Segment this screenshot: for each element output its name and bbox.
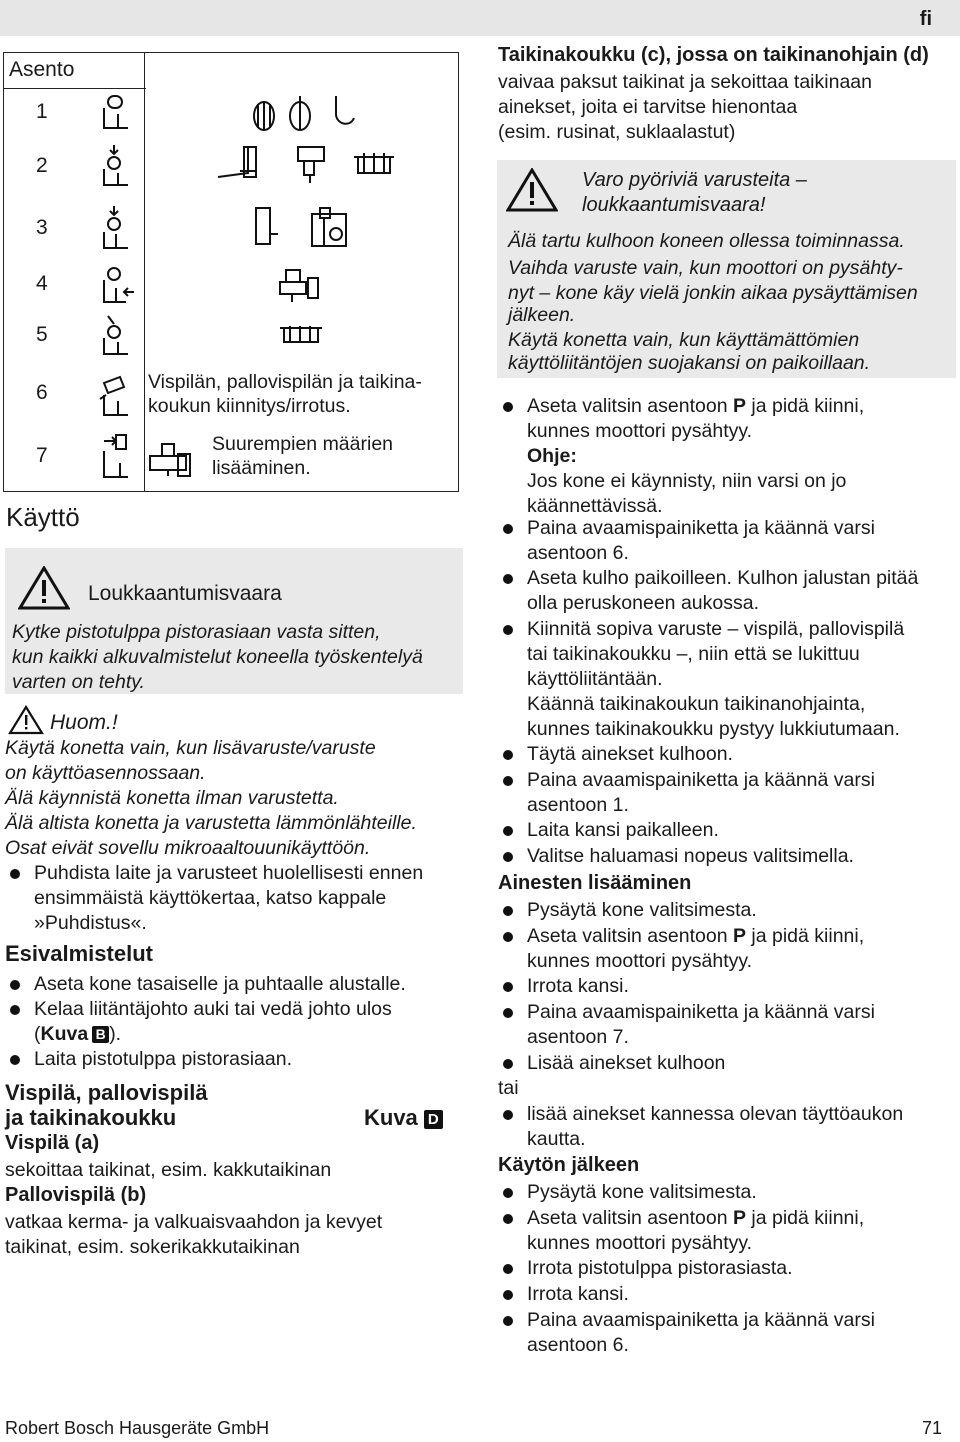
row-number: 5 — [36, 323, 48, 346]
bullet-text: Lisää ainekset kulhoon — [527, 1052, 726, 1074]
paragraph: (esim. rusinat, suklaalastut) — [498, 121, 736, 143]
bullet-dot — [503, 826, 513, 836]
arm-position-icon — [94, 264, 140, 308]
warning-text-line: käyttöliitäntöjen suojakansi on paikoillaan. — [508, 352, 871, 374]
bullet-text: Kiinnitä sopiva varuste – vispilä, pallovispilä — [527, 618, 905, 640]
paragraph: sekoittaa taikinat, esim. kakkutaikinan — [5, 1159, 332, 1181]
bullet-text: tai taikinakoukku –, niin että se lukittuu — [527, 643, 860, 665]
bullet-text: kunnes moottori pysähtyy. — [527, 420, 753, 442]
bullet-dot — [503, 1214, 513, 1224]
arm-position-icon — [94, 92, 140, 132]
bullet-text: Pysäytä kone valitsimesta. — [527, 1181, 757, 1203]
warning-text-line: Kytke pistotulppa pistorasiaan vasta sitten, — [12, 621, 381, 643]
bullet-text: Aseta valitsin asentoon P ja pidä kiinni, — [527, 1207, 865, 1229]
bullet-dot — [503, 932, 513, 942]
bullet-dot — [503, 982, 513, 992]
row-number: 3 — [36, 216, 48, 239]
bullet-dot — [503, 1264, 513, 1274]
bullet-text: Laita kansi paikalleen. — [527, 819, 719, 841]
warning-title: loukkaantumisvaara! — [582, 194, 766, 216]
figure-letter-badge: D — [424, 1110, 443, 1129]
bullet-text: kunnes moottori pysähtyy. — [527, 950, 753, 972]
warning-triangle-icon — [506, 168, 558, 212]
section-title-vispila: ja taikinakoukku — [5, 1105, 177, 1130]
bullet-dot — [503, 1188, 513, 1198]
bullet-dot — [503, 1316, 513, 1326]
warning-title: Loukkaantumisvaara — [88, 582, 282, 605]
huom-line: Käytä konetta vain, kun lisävaruste/varuste — [5, 737, 376, 759]
bullet-dot — [503, 402, 513, 412]
attachment-icons — [250, 204, 360, 252]
bullet-text: Irrota kansi. — [527, 975, 629, 997]
figure-letter-badge: B — [92, 1026, 109, 1043]
bullet-text: olla peruskoneen aukossa. — [527, 592, 759, 614]
bullet-text: kunnes taikinakoukku pystyy lukkiutumaan. — [527, 718, 900, 740]
subsection-title: Käytön jälkeen — [498, 1154, 640, 1176]
note-label: Ohje: — [527, 445, 577, 467]
fill-opening-icon — [148, 440, 196, 480]
arm-position-icon — [94, 204, 140, 252]
bullet-text: Aseta valitsin asentoon P ja pidä kiinni, — [527, 395, 865, 417]
note-text: Jos kone ei käynnisty, niin varsi on jo — [527, 470, 847, 492]
huom-title: Huom.! — [50, 711, 118, 734]
bullet-text: Aseta kone tasaiselle ja puhtaalle alustalle. — [34, 973, 406, 995]
bullet-text: Täytä ainekset kulhoon. — [527, 743, 733, 765]
bullet-text: Käännä taikinakoukun taikinanohjainta, — [527, 693, 866, 715]
bullet-dot — [503, 524, 513, 534]
warning-text-line: jälkeen. — [508, 304, 576, 326]
row-number: 2 — [36, 154, 48, 177]
huom-line: Älä altista konetta ja varustetta lämmönlähteille. — [5, 812, 417, 834]
bullet-dot — [10, 1005, 20, 1015]
bullet-text: kautta. — [527, 1128, 586, 1150]
bullet-dot — [10, 1055, 20, 1065]
warning-text-line: kun kaikki alkuvalmistelut koneella työskentelyä — [12, 646, 423, 668]
warning-title: Varo pyöriviä varusteita – — [582, 169, 807, 191]
asento-label: Asento — [9, 58, 75, 81]
warning-text-line: Älä tartu kulhoon koneen ollessa toiminnassa. — [508, 230, 905, 252]
arm-position-icon — [94, 433, 140, 483]
warning-triangle-icon — [18, 566, 70, 610]
bullet-text: Laita pistotulppa pistorasiaan. — [34, 1048, 293, 1070]
page-number: 71 — [921, 1418, 942, 1438]
row6-description: Vispilän, pallovispilän ja taikina- koukun kiinnitys/irrotus. — [148, 371, 422, 417]
row-number: 7 — [36, 444, 48, 467]
row7-description: Suurempien määrien lisääminen. — [212, 433, 394, 479]
subsection-title: Pallovispilä (b) — [5, 1184, 147, 1206]
row-number: 1 — [36, 100, 48, 123]
bullet-dot — [10, 869, 20, 879]
warning-text-line: nyt – kone käy vielä jonkin aikaa pysäyttämisen — [508, 282, 918, 304]
bullet-text: Pysäytä kone valitsimesta. — [527, 899, 757, 921]
bullet-text: Puhdista laite ja varusteet huolellisesti ennen — [34, 862, 424, 884]
section-title-kaytto: Käyttö — [6, 502, 80, 532]
paragraph: tai — [498, 1077, 519, 1099]
bullet-dot — [10, 980, 20, 990]
bullet-text: »Puhdistus«. — [34, 912, 147, 934]
bullet-text: asentoon 6. — [527, 542, 629, 564]
warning-text-line: Vaihda varuste vain, kun moottori on pysähty- — [508, 257, 903, 279]
row-number: 4 — [36, 272, 48, 295]
paragraph: ainekset, joita ei tarvitse hienontaa — [498, 96, 798, 118]
bullet-dot — [503, 574, 513, 584]
bullet-text: käyttöliitäntään. — [527, 668, 663, 690]
section-title-vispila: Vispilä, pallovispilä — [5, 1080, 208, 1105]
bullet-text: lisää ainekset kannessa olevan täyttöaukon — [527, 1103, 904, 1125]
bullet-dot — [503, 750, 513, 760]
bullet-text: Irrota pistotulppa pistorasiasta. — [527, 1257, 793, 1279]
whisk-icons — [250, 92, 360, 132]
section-title-esivalmistelut: Esivalmistelut — [5, 941, 153, 966]
warning-text-line: Käytä konetta vain, kun käyttämättömien — [508, 329, 860, 351]
language-code: fi — [919, 8, 932, 30]
subsection-title: Vispilä (a) — [5, 1132, 100, 1154]
bullet-text: Aseta kulho paikoilleen. Kulhon jalustan pitää — [527, 567, 919, 589]
bullet-text: Aseta valitsin asentoon P ja pidä kiinni, — [527, 925, 865, 947]
position-table — [3, 52, 459, 492]
bullet-text: kunnes moottori pysähtyy. — [527, 1232, 753, 1254]
warning-triangle-icon — [8, 705, 44, 735]
huom-line: on käyttöasennossaan. — [5, 762, 206, 784]
row-number: 6 — [36, 381, 48, 404]
bullet-dot — [503, 1008, 513, 1018]
bullet-text: Paina avaamispainiketta ja käännä varsi — [527, 769, 875, 791]
bullet-dot — [503, 1110, 513, 1120]
bullet-text: Paina avaamispainiketta ja käännä varsi — [527, 1001, 875, 1023]
huom-line: Älä käynnistä konetta ilman varustetta. — [5, 787, 339, 809]
bullet-dot — [503, 625, 513, 635]
figure-reference: Kuva D — [364, 1105, 443, 1131]
arm-position-icon — [94, 143, 140, 189]
bullet-dot — [503, 852, 513, 862]
footer-company: Robert Bosch Hausgeräte GmbH — [5, 1418, 270, 1438]
paragraph: vaivaa paksut taikinat ja sekoittaa taikinaan — [498, 71, 872, 93]
bullet-text: Irrota kansi. — [527, 1283, 629, 1305]
bullet-dot — [503, 906, 513, 916]
subsection-title: Ainesten lisääminen — [498, 872, 692, 894]
attachment-icons — [214, 143, 400, 189]
bullet-text: Paina avaamispainiketta ja käännä varsi — [527, 517, 875, 539]
bullet-dot — [503, 776, 513, 786]
huom-line: Osat eivät sovellu mikroaaltouunikäyttöön. — [5, 837, 371, 859]
bullet-text: Paina avaamispainiketta ja käännä varsi — [527, 1309, 875, 1331]
bullet-dot — [503, 1059, 513, 1069]
arm-position-icon — [94, 314, 140, 358]
subsection-title: Taikinakoukku (c), jossa on taikinanohjain (d) — [498, 44, 929, 66]
warning-text-line: varten on tehty. — [12, 671, 145, 693]
paragraph: taikinat, esim. sokerikakkutaikinan — [5, 1236, 300, 1258]
arm-position-icon — [94, 373, 140, 419]
header-bar — [0, 0, 960, 36]
bullet-text: Valitse haluamasi nopeus valitsimella. — [527, 845, 854, 867]
note-text: käännettävissä. — [527, 495, 663, 517]
bullet-text: (Kuva B ). — [34, 1023, 122, 1045]
citrus-press-icon — [276, 318, 326, 350]
bullet-text: asentoon 7. — [527, 1026, 629, 1048]
meat-grinder-icon — [276, 266, 326, 306]
bullet-text: ensimmäistä käyttökertaa, katso kappale — [34, 887, 387, 909]
paragraph: vatkaa kerma- ja valkuaisvaahdon ja kevyet — [5, 1211, 383, 1233]
bullet-text: asentoon 6. — [527, 1334, 629, 1356]
bullet-text: Kelaa liitäntäjohto auki tai vedä johto ulos — [34, 998, 392, 1020]
bullet-text: asentoon 1. — [527, 794, 629, 816]
bullet-dot — [503, 1290, 513, 1300]
